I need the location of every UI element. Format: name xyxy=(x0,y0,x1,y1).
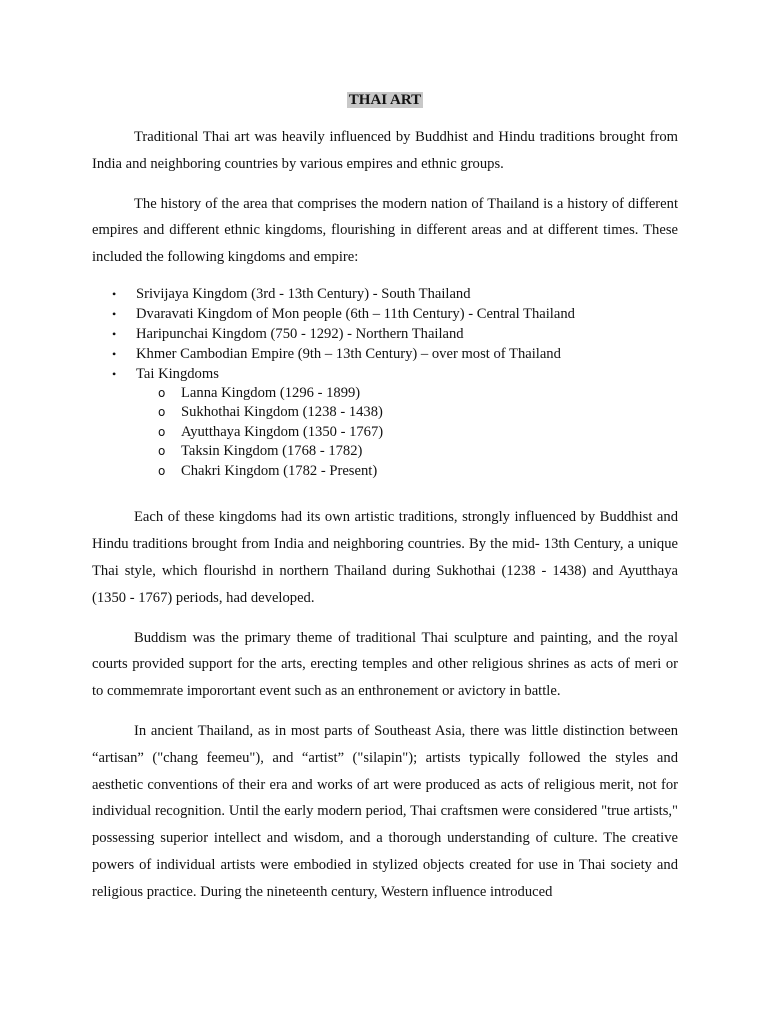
sub-list-item-text: Ayutthaya Kingdom (1350 - 1767) xyxy=(181,423,384,440)
sub-bullet-icon: o xyxy=(158,405,166,420)
bullet-icon: • xyxy=(112,286,117,301)
paragraph-intro: Traditional Thai art was heavily influenced by Buddhist and Hindu traditions brought from India and neighboring countries by various empires and ethnic groups. xyxy=(92,129,678,172)
list-item-text: Dvaravati Kingdom of Mon people (6th – 11th Century) - Central Thailand xyxy=(136,305,575,322)
sub-list-item xyxy=(92,423,678,443)
list-item xyxy=(92,344,678,364)
sub-bullet-icon: o xyxy=(158,463,166,478)
document-title: THAI ART xyxy=(348,92,422,108)
bullet-icon: • xyxy=(112,326,117,341)
list-item xyxy=(92,364,678,482)
list-item xyxy=(92,324,678,344)
list-item-text: Haripunchai Kingdom (750 - 1292) - Northern Thailand xyxy=(136,325,464,342)
document-page xyxy=(92,90,678,919)
sub-list-item-text: Sukhothai Kingdom (1238 - 1438) xyxy=(181,404,383,421)
sub-list-item xyxy=(92,403,678,423)
list-item-text: Tai Kingdoms xyxy=(136,365,219,382)
paragraph-artistic-traditions: Each of these kingdoms had its own artistic traditions, strongly influenced by Buddhist and Hindu traditions brought from India and neighboring countries. By the mid- 13th Century, a unique Thai style, which flourishd in northern Thailand during Sukhothai (1238 - 1438) and Ayutthaya (1350 - 1767) periods, had developed. xyxy=(92,509,678,606)
paragraph-artisans: In ancient Thailand, as in most parts of Southeast Asia, there was little distinction between “artisan” ("chang feemeu"), and “artist” ("silapin"); artists typically followed the styles and aesthetic conventions of their era and works of art were produced as acts of religious merit, not for individual recognition. Until the early modern period, Thai craftsmen were considered "true artists," possessing superior intellect and wisdom, and a thorough understanding of culture. The creative powers of individual artists were embodied in stylized objects created for use in Thai society and religious practice. During the nineteenth century, Western influence introduced xyxy=(92,723,678,900)
sub-list-item-text: Chakri Kingdom (1782 - Present) xyxy=(181,462,378,479)
sub-list-item xyxy=(92,384,678,404)
sub-list-item-text: Taksin Kingdom (1768 - 1782) xyxy=(181,443,363,460)
paragraph-buddhism: Buddism was the primary theme of traditional Thai sculpture and painting, and the royal courts provided support for the arts, erecting temples and other religious shrines as acts of meri or to commemrate imporortant event such as an enthronement or avictory in battle. xyxy=(92,629,678,700)
tai-kingdoms-sublist xyxy=(136,384,678,482)
sub-bullet-icon: o xyxy=(158,424,166,439)
document-title-block xyxy=(92,90,678,110)
list-item-text: Srivijaya Kingdom (3rd - 13th Century) - South Thailand xyxy=(136,285,471,302)
list-item-text: Khmer Cambodian Empire (9th – 13th Century) – over most of Thailand xyxy=(136,345,561,362)
kingdoms-list xyxy=(92,284,678,482)
bullet-icon: • xyxy=(112,346,117,361)
sub-bullet-icon: o xyxy=(158,385,166,400)
paragraph-history: The history of the area that comprises the modern nation of Thailand is a history of different empires and different ethnic kingdoms, flourishing in different areas and at different times. These included the following kingdoms and empire: xyxy=(92,195,678,266)
list-item xyxy=(92,284,678,304)
sub-list-item-text: Lanna Kingdom (1296 - 1899) xyxy=(181,384,361,401)
sub-list-item xyxy=(92,442,678,462)
list-item xyxy=(92,304,678,324)
sub-list-item xyxy=(92,462,678,482)
bullet-icon: • xyxy=(112,306,117,321)
sub-bullet-icon: o xyxy=(158,444,166,459)
bullet-icon: • xyxy=(112,366,117,381)
